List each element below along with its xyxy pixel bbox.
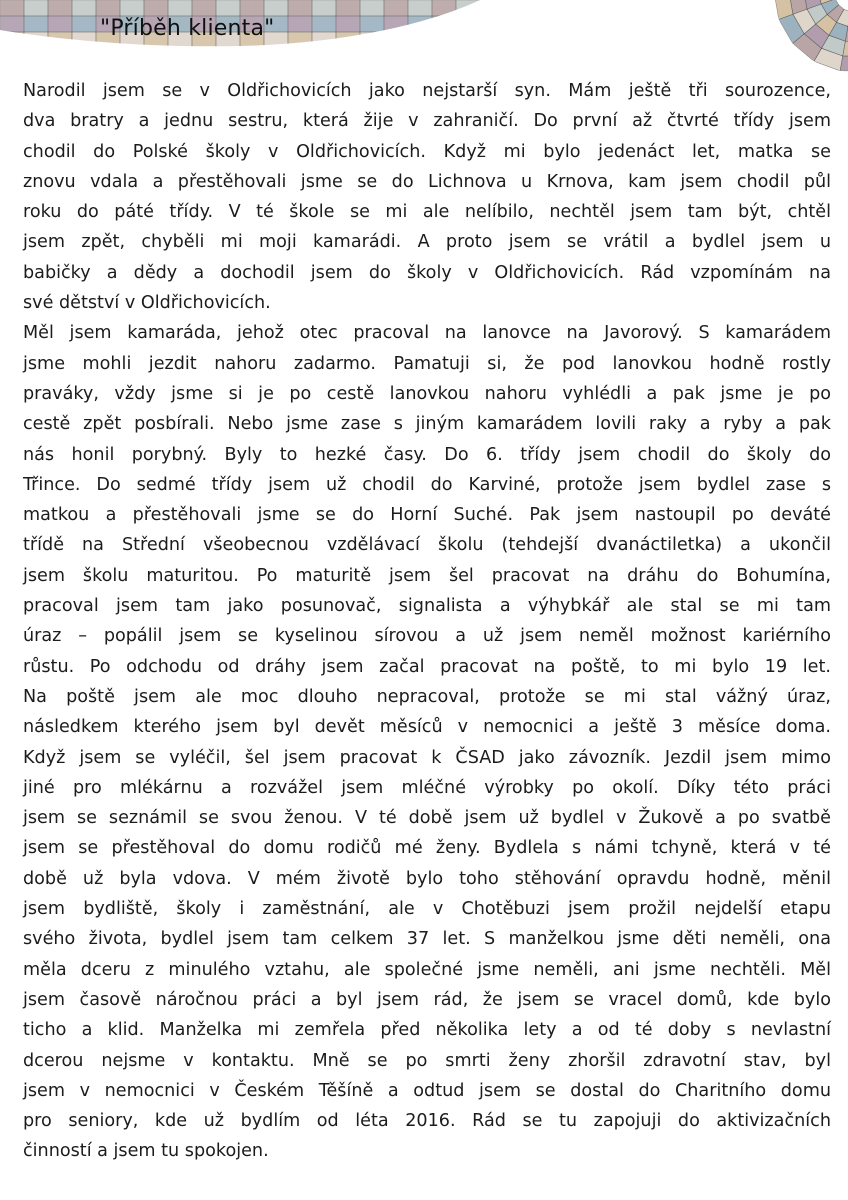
story-line: jsem se seznámil se svou ženou. V té době jsem už bydlel v Žukově a po svatbě: [23, 808, 831, 829]
stained-glass-decoration-right: [758, 0, 848, 72]
story-line: cestě zpět posbírali. Nebo jsme zase s jiným kamarádem lovili raky a ryby a pak: [23, 414, 831, 435]
story-line: jsem se přestěhoval do domu rodičů mé ženy. Bydlela s námi tchyně, která v té: [23, 838, 831, 859]
story-line: dva bratry a jednu sestru, která žije v zahraničí. Do první až čtvrté třídy jsem: [23, 111, 831, 132]
story-line: matkou a přestěhovali jsme se do Horní Suché. Pak jsem nastoupil po deváté: [23, 505, 831, 526]
story-line: roku do páté třídy. V té škole se mi ale nelíbilo, nechtěl jsem tam být, chtěl: [23, 202, 831, 223]
story-line: chodil do Polské školy v Oldřichovicích. Když mi bylo jedenáct let, matka se: [23, 141, 831, 162]
story-line: pracoval jsem tam jako posunovač, signalista a výhybkář ale stal se mi tam: [23, 596, 831, 617]
story-text: [23, 76, 831, 1167]
page-title: "Příběh klienta": [100, 16, 275, 41]
story-line: své dětství v Oldřichovicích.: [23, 293, 271, 314]
story-line: Když jsem se vyléčil, šel jsem pracovat k ČSAD jako závozník. Jezdil jsem mimo: [23, 747, 831, 768]
story-line: jsem časově náročnou práci a byl jsem rád, že jsem se vracel domů, kde bylo: [23, 989, 831, 1010]
story-line: jsme mohli jezdit nahoru zadarmo. Pamatuji si, že pod lanovkou hodně rostly: [23, 353, 831, 374]
story-line: činností a jsem tu spokojen.: [23, 1141, 269, 1162]
story-line: úraz – popálil jsem se kyselinou sírovou a už jsem neměl možnost kariérního: [23, 626, 831, 647]
story-line: Na poště jsem ale moc dlouho nepracoval, protože se mi stal vážný úraz,: [23, 686, 831, 707]
story-line: babičky a dědy a dochodil jsem do školy v Oldřichovicích. Rád vzpomínám na: [23, 262, 831, 283]
story-line: Třince. Do sedmé třídy jsem už chodil do Karviné, protože jsem bydlel zase s: [23, 474, 831, 495]
story-line: znovu vdala a přestěhovali jsme se do Lichnova u Krnova, kam jsem chodil půl: [23, 171, 831, 192]
story-line: svého života, bydlel jsem tam celkem 37 let. S manželkou jsme děti neměli, ona: [23, 929, 831, 950]
story-line: ticho a klid. Manželka mi zemřela před několika lety a od té doby s nevlastní: [23, 1020, 831, 1041]
story-paragraph: [23, 318, 831, 1166]
story-line: následkem kterého jsem byl devět měsíců v nemocnici a ještě 3 měsíce doma.: [23, 717, 831, 738]
story-line: Měl jsem kamaráda, jehož otec pracoval na lanovce na Javorový. S kamarádem: [23, 323, 831, 344]
stained-glass-right-image: [758, 0, 848, 72]
story-line: praváky, vždy jsme si je po cestě lanovkou nahoru vyhlédli a pak jsme je po: [23, 383, 831, 404]
story-line: třídě na Střední všeobecnou vzdělávací školu (tehdejší dvanáctiletka) a ukončil: [23, 535, 831, 556]
story-line: době už byla vdova. V mém životě bylo toho stěhování opravdu hodně, měnil: [23, 868, 831, 889]
story-line: měla dceru z minulého vztahu, ale společné jsme neměli, ani jsme nechtěli. Měl: [23, 959, 831, 980]
story-line: jsem v nemocnici v Českém Těšíně a odtud jsem se dostal do Charitního domu: [23, 1080, 831, 1101]
story-line: jsem zpět, chyběli mi moji kamarádi. A proto jsem se vrátil a bydlel jsem u: [23, 232, 831, 253]
story-line: jsem bydliště, školy i zaměstnání, ale v Chotěbuzi jsem prožil nejdelší etapu: [23, 899, 831, 920]
story-line: pro seniory, kde už bydlím od léta 2016. Rád se tu zapojuji do aktivizačních: [23, 1111, 831, 1132]
story-paragraph: [23, 76, 831, 318]
story-line: růstu. Po odchodu od dráhy jsem začal pracovat na poště, to mi bylo 19 let.: [23, 656, 831, 677]
story-line: jsem školu maturitou. Po maturitě jsem šel pracovat na dráhu do Bohumína,: [23, 565, 831, 586]
story-line: dcerou nejsme v kontaktu. Mně se po smrti ženy zhoršil zdravotní stav, byl: [23, 1050, 831, 1071]
story-line: Narodil jsem se v Oldřichovicích jako nejstarší syn. Mám ještě tři sourozence,: [23, 81, 831, 101]
story-line: nás honil porybný. Byly to hezké časy. Do 6. třídy jsem chodil do školy do: [23, 444, 831, 465]
story-line: jiné pro mlékárnu a rozvážel jsem mléčné výrobky po okolí. Díky této práci: [23, 777, 831, 798]
